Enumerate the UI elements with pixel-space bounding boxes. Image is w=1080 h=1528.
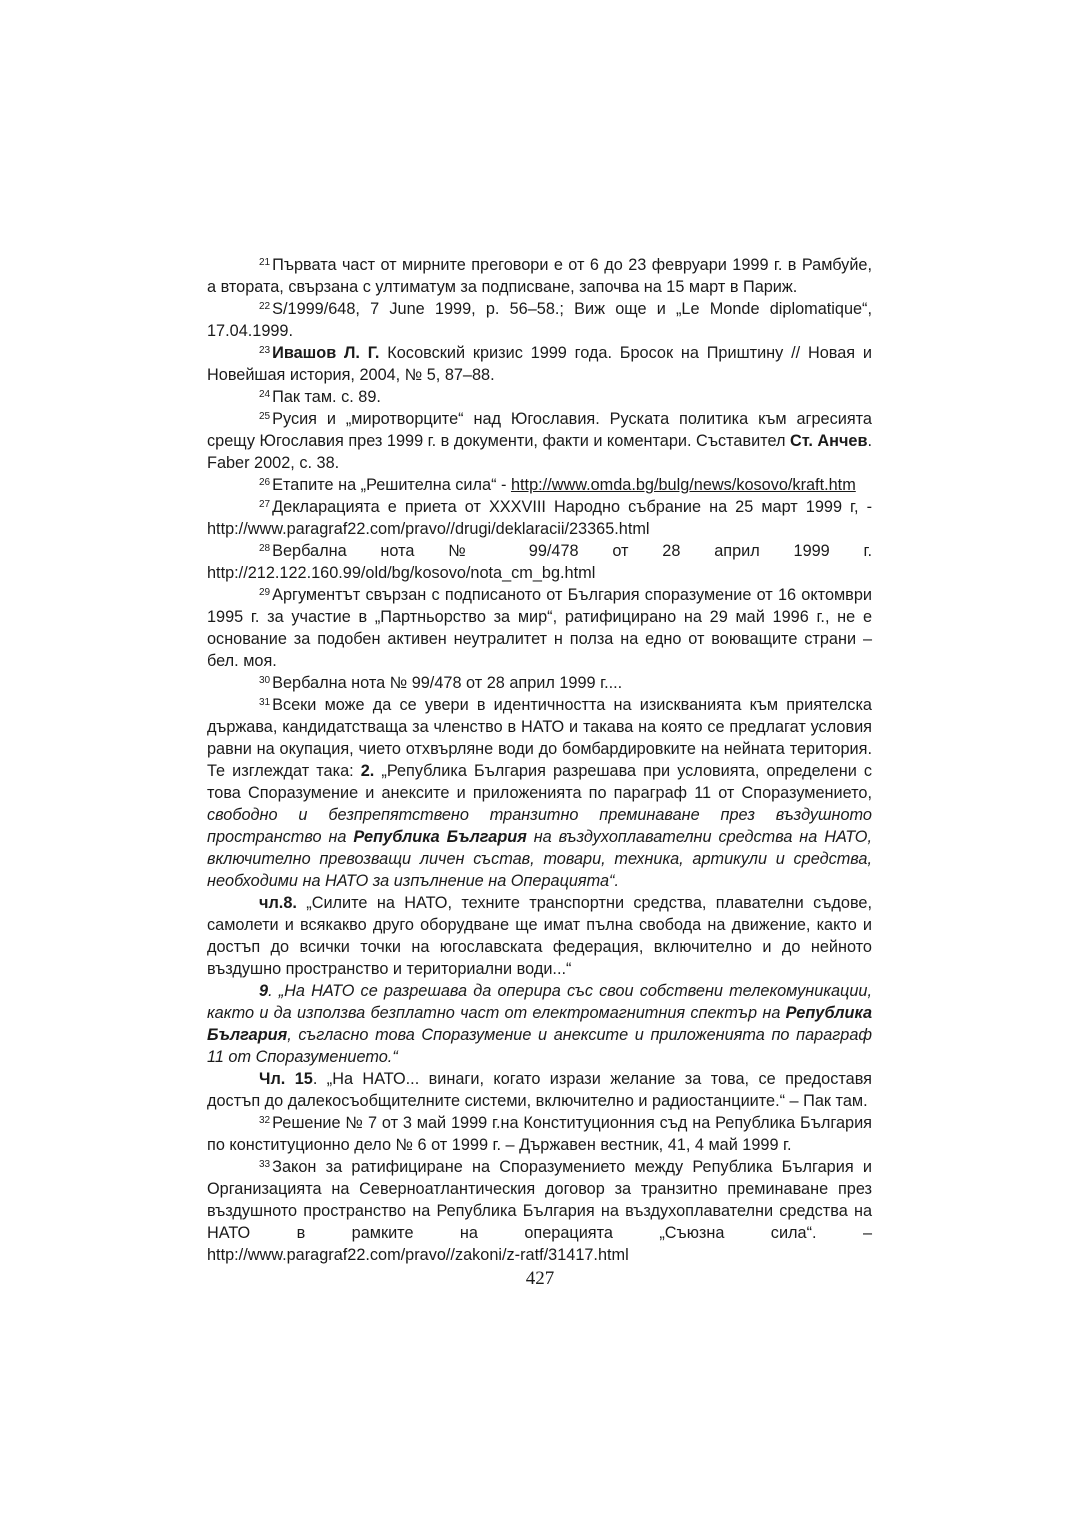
- footnote-27: [207, 496, 872, 540]
- footnote-number: 21: [259, 257, 271, 268]
- footnote-30: [207, 672, 872, 694]
- footnote-21: [207, 254, 872, 298]
- footnote-text: Аргументът свързан с подписаното от България споразумение от 16 октомври 1995 г. за участие в „Партньорство за мир“, ратифицирано на 29 май 1996 г., не е основание за подобен активен неутралитет н полза на едно от воюващите страни – бел. моя.: [207, 586, 872, 670]
- footnote-22: [207, 298, 872, 342]
- footnote-text: Закон за ратифициране на Споразумението между Република България и Организацията на Северноатлантическия договор за транзитно преминаване през въздушното пространство на Република България на въздухоплавателни средства на НАТО в рамките на операцията „Съюзна сила“. – http://www.paragraf22.com/pravo//zakoni/z-ratf/31417.html: [207, 1158, 872, 1264]
- footnote-text: Решение № 7 от 3 май 1999 г.на Конституционния съд на Република България по конституционно дело № 6 от 1999 г. – Държавен вестник, 41, 4 май 1999 г.: [207, 1114, 872, 1154]
- footnote-text: Декларацията е приета от XXXVIII Народно събрание на 25 март 1999 г, - http://www.paragraf22.com/pravo//drugi/deklaracii/23365.html: [207, 498, 872, 538]
- article-15-label: Чл. 15: [259, 1070, 313, 1088]
- footnote-text: Русия и „миротворците“ над Югославия. Руската политика към агресията срещу Югославия през 1999 г. в документи, факти и коментари. Съставител: [207, 410, 872, 450]
- article-15-paragraph: [207, 1068, 872, 1112]
- article-8-label: чл.8.: [259, 894, 297, 912]
- article-2-italic: свободно и безпрепятствено транзитно преминаване през въздушното пространство на: [207, 806, 872, 846]
- footnote-number: 30: [259, 675, 271, 686]
- footnote-text: Етапите на „Решителна сила“ -: [272, 476, 511, 494]
- footnote-author: Ст. Анчев: [790, 432, 868, 450]
- article-9-text: . „На НАТО се разрешава да оперира със свои собствени телекомуникации, както и да използва безплатно част от електромагнитния спектър на: [207, 982, 872, 1022]
- country-name: Република България: [353, 828, 527, 846]
- footnote-number: 33: [259, 1159, 271, 1170]
- footnote-text: Всеки може да се увери в идентичността на изискванията към приятелска държава, кандидатстваща за членство в НАТО и такава на която се предлагат условия равни на окупация, чието отхвърляне води до бомбардировките на нейната територия. Те изглеждат така:: [207, 696, 872, 780]
- footnote-24: [207, 386, 872, 408]
- footnote-31: [207, 694, 872, 892]
- footnote-text: Първата част от мирните преговори е от 6 до 23 февруари 1999 г. в Рамбуйе, а втората, свързана с ултиматум за подписване, започва на 15 март в Париж.: [207, 256, 872, 296]
- footnote-text: Вербална нота № 99/478 от 28 април 1999 г. http://212.122.160.99/old/bg/kosovo/nota_cm_bg.html: [207, 542, 872, 582]
- footnote-25: [207, 408, 872, 474]
- footnote-32: [207, 1112, 872, 1156]
- page-number: 427: [525, 1268, 555, 1289]
- article-15-text: . „На НАТО... винаги, когато изрази желание за това, се предоставя достъп до далекосъобщителните системи, включително и радиостанциите.“ – Пак там.: [207, 1070, 872, 1110]
- article-9-text-end: , съгласно това Споразумение и анексите и приложенията по параграф 11 от Споразумението.“: [207, 1026, 872, 1066]
- footnote-text: Вербална нота № 99/478 от 28 април 1999 г....: [272, 674, 623, 692]
- footnote-number: 28: [259, 543, 271, 554]
- article-2-italic-end: на въздухоплавателни средства на НАТО, включително превозващи личен състав, товари, техника, артикули и средства, необходими на НАТО за изпълнение на Операцията“.: [207, 828, 872, 890]
- footnote-number: 24: [259, 389, 271, 400]
- article-9-paragraph: [207, 980, 872, 1068]
- footnote-text-after: . Faber 2002, с. 38.: [207, 432, 873, 472]
- footnote-28: [207, 540, 872, 584]
- footnotes-block: [207, 254, 872, 1266]
- footnote-26: [207, 474, 872, 496]
- footnote-number: 25: [259, 411, 271, 422]
- article-8-paragraph: [207, 892, 872, 980]
- footnote-number: 29: [259, 587, 271, 598]
- article-2-label: 2.: [360, 762, 375, 780]
- footnote-text: S/1999/648, 7 June 1999, p. 56–58.; Виж още и „Le Monde diplomatique“, 17.04.1999.: [207, 300, 872, 340]
- country-name: Република България: [207, 1004, 872, 1044]
- footnote-29: [207, 584, 872, 672]
- footnote-number: 32: [259, 1115, 271, 1126]
- article-8-text: „Силите на НАТО, техните транспортни средства, плавателни съдове, самолети и всякакво друго оборудване ще имат пълна свобода на движение, както и достъп до всички точки на югославската федерация, включително и до нейното въздушно пространство и териториални води...“: [207, 894, 872, 978]
- footnote-number: 26: [259, 477, 271, 488]
- article-9-label: 9: [259, 982, 269, 1000]
- footnote-number: 27: [259, 499, 271, 510]
- omda-link[interactable]: http://www.omda.bg/bulg/news/kosovo/kraft.htm: [510, 476, 856, 494]
- footnote-number: 22: [259, 301, 271, 312]
- footnote-text: Пак там. с. 89.: [272, 388, 381, 406]
- footnote-author: Ивашов Л. Г.: [272, 344, 380, 362]
- footnote-23: [207, 342, 872, 386]
- footnote-33: [207, 1156, 872, 1266]
- footnote-number: 23: [259, 345, 271, 356]
- article-2-text: „Република България разрешава при условията, определени с това Споразумение и анексите и приложенията по параграф 11 от Споразумението,: [207, 762, 872, 802]
- footnote-number: 31: [259, 697, 271, 708]
- footnote-text: Косовский кризис 1999 года. Бросок на Приштину // Новая и Новейшая история, 2004, № 5, 87–88.: [207, 344, 872, 384]
